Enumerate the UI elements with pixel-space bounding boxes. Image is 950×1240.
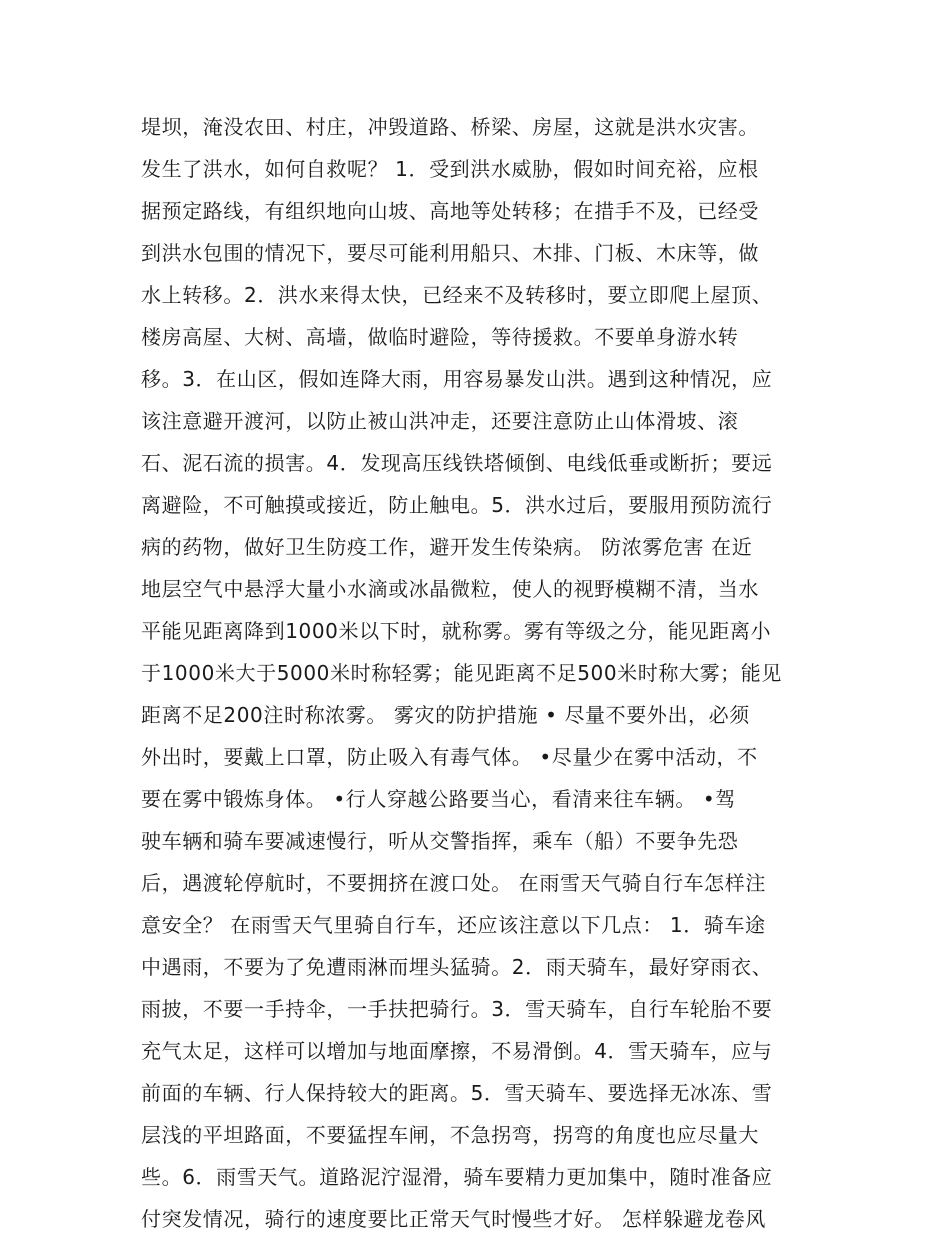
text-line: 据预定路线，有组织地向山坡、高地等处转移；在措手不及，已经受 <box>141 199 759 223</box>
text-line: 驶车辆和骑车要减速慢行，听从交警指挥，乘车（船）不要争先恐 <box>141 829 739 853</box>
text-line: 付突发情况，骑行的速度要比正常天气时慢些才好。 怎样躲避龙卷风 <box>141 1207 766 1231</box>
text-line: 中遇雨，不要为了免遭雨淋而埋头猛骑。2．雨天骑车，最好穿雨衣、 <box>141 955 773 979</box>
text-line: 前面的车辆、行人保持较大的距离。5．雪天骑车、要选择无冰冻、雪 <box>141 1081 773 1105</box>
text-line: 要在雾中锻炼身体。 •行人穿越公路要当心，看清来往车辆。 •驾 <box>141 787 736 811</box>
text-line: 石、泥石流的损害。4．发现高压线铁塔倾倒、电线低垂或断折；要远 <box>141 451 773 475</box>
text-line: 移。3．在山区，假如连降大雨，用容易暴发山洪。遇到这种情况，应 <box>141 367 773 391</box>
text-line: 后，遇渡轮停航时，不要拥挤在渡口处。 在雨雪天气骑自行车怎样注 <box>141 871 766 895</box>
text-line: 距离不足200注时称浓雾。 雾灾的防护措施 • 尽量不要外出，必须 <box>141 703 750 727</box>
text-line: 楼房高屋、大树、高墙，做临时避险，等待援救。不要单身游水转 <box>141 325 739 349</box>
text-line: 雨披，不要一手持伞，一手扶把骑行。3．雪天骑车，自行车轮胎不要 <box>141 997 773 1021</box>
text-line: 发生了洪水，如何自救呢？ 1．受到洪水威胁，假如时间充裕，应根 <box>141 157 759 181</box>
text-line: 到洪水包围的情况下，要尽可能利用船只、木排、门板、木床等，做 <box>141 241 759 265</box>
text-line: 平能见距离降到1000米以下时，就称雾。雾有等级之分，能见距离小 <box>141 619 772 643</box>
text-line: 些。6．雨雪天气。道路泥泞湿滑，骑车要精力更加集中，随时准备应 <box>141 1165 773 1189</box>
text-line: 离避险，不可触摸或接近，防止触电。5．洪水过后，要服用预防流行 <box>141 493 773 517</box>
text-line: 于1000米大于5000米时称轻雾；能见距离不足500米时称大雾；能见 <box>141 661 782 685</box>
text-line: 堤坝，淹没农田、村庄，冲毁道路、桥梁、房屋，这就是洪水灾害。 <box>141 115 759 139</box>
text-line: 充气太足，这样可以增加与地面摩擦，不易滑倒。4．雪天骑车，应与 <box>141 1039 773 1063</box>
document-body <box>141 106 821 1240</box>
text-line: 病的药物，做好卫生防疫工作，避开发生传染病。 防浓雾危害 在近 <box>141 535 753 559</box>
text-line: 意安全？ 在雨雪天气里骑自行车，还应该注意以下几点： 1．骑车途 <box>141 913 766 937</box>
text-line: 地层空气中悬浮大量小水滴或冰晶微粒，使人的视野模糊不清，当水 <box>141 577 759 601</box>
text-line: 外出时，要戴上口罩，防止吸入有毒气体。 •尽量少在雾中活动，不 <box>141 745 758 769</box>
text-line: 该注意避开渡河，以防止被山洪冲走，还要注意防止山体滑坡、滚 <box>141 409 739 433</box>
text-line: 水上转移。2．洪水来得太快，已经来不及转移时，要立即爬上屋顶、 <box>141 283 773 307</box>
text-line: 层浅的平坦路面，不要猛捏车闸，不急拐弯，拐弯的角度也应尽量大 <box>141 1123 759 1147</box>
